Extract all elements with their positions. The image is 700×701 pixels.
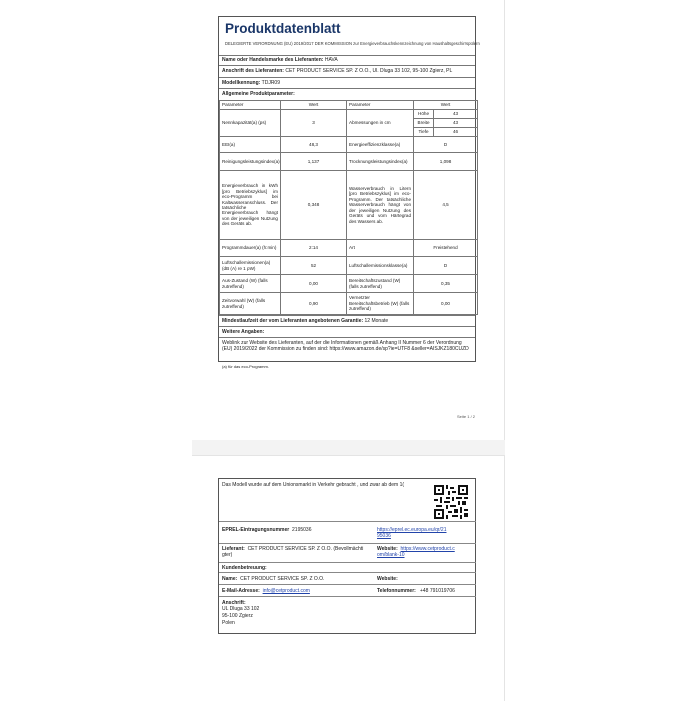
divider <box>219 543 476 544</box>
networked-standby-value: 0,00 <box>414 293 478 315</box>
water-consumption-value: 4,5 <box>414 171 478 240</box>
table-row <box>220 257 478 275</box>
table-row <box>220 110 478 119</box>
page-gap <box>192 440 505 455</box>
header-wert: Wert <box>281 101 347 110</box>
divider <box>219 584 476 585</box>
supplier-label: Lieferant: <box>222 546 245 552</box>
delay-start-value: 0,90 <box>281 293 347 315</box>
eprel-link[interactable]: https://eprel.ec.europa.eu/qr/21 <box>377 527 447 533</box>
general-params-label: Allgemeine Produktparameter: <box>222 91 295 97</box>
networked-standby-label: Vernetzter Bereitschaftsbetrieb (W) (falls zutreffend) <box>347 293 414 315</box>
more-info-text-row <box>219 337 475 363</box>
cleaning-index-value: 1,137 <box>281 153 347 171</box>
eprel-number: 2195036 <box>292 527 312 533</box>
drying-index-label: Trocknungsleistungsindex(a) <box>347 153 414 171</box>
contact-website-label: Website: <box>377 576 398 582</box>
supplier-value: CET PRODUCT SERVICE SP. Z O.O. (Bevollmächti <box>247 546 364 552</box>
website-link[interactable]: https://www.cetproduct.c <box>400 546 455 552</box>
dimensions-label: Abmessungen in cm <box>347 110 414 137</box>
phone-label: Telefonnummer: <box>377 588 416 594</box>
more-info-label: Weitere Angaben: <box>222 329 265 335</box>
address-label: Anschrift des Lieferanten: <box>222 68 284 74</box>
header-wert-right: Wert <box>414 101 478 110</box>
more-info-row <box>219 326 475 337</box>
capacity-value: 3 <box>281 110 347 137</box>
energy-consumption-label: Energieverbrauch in kWh [pro Betriebszyklus] im eco-Programm bei Kaltwasseranschluss. Der tatsächliche Energieverbrauch hängt von der jeweiligen Nutzung des Geräts ab. <box>220 171 281 240</box>
page-number: Seite 1 / 2 <box>457 414 476 419</box>
supplier-value-cont: gter) <box>222 552 233 558</box>
model-value: TDJR09 <box>261 80 280 86</box>
table-row <box>220 240 478 257</box>
email-link[interactable]: info@cetproduct.com <box>262 588 310 594</box>
type-value: Freistehend <box>414 240 478 257</box>
email-row <box>222 588 310 594</box>
capacity-label: Nennkapazität(a) (ps) <box>220 110 281 137</box>
support-label: Kundenbetreuung: <box>222 565 267 571</box>
footnote: (a) für das eco-Programm. <box>222 364 269 369</box>
height-value: 43 <box>434 110 478 119</box>
address-line: 95-100 Zgierz <box>222 613 253 619</box>
table-row <box>220 293 478 315</box>
contact-website-row <box>377 576 398 582</box>
program-duration-label: Programmdauer(a) (h:min) <box>220 240 281 257</box>
regulation-subtitle: DELEGIERTE VERORDNUNG (EU) 2019/2017 DER KOMMISSION zur Energieverbrauchskennzeichnung von Haushaltsgeschirrspülern <box>225 41 480 46</box>
type-label: Art <box>347 240 414 257</box>
phone-value: +48 791019706 <box>419 588 455 594</box>
postal-address-label: Anschrift: <box>222 600 246 606</box>
depth-value: 46 <box>434 128 478 137</box>
header-parameter: Parameter <box>220 101 281 110</box>
table-row <box>220 153 478 171</box>
efficiency-class-label: Energieeffizienzklasse(a) <box>347 137 414 153</box>
table-header-row <box>220 101 478 110</box>
drying-index-value: 1,098 <box>414 153 478 171</box>
standby-label: Bereitschaftszustand (W) (falls zutreffend) <box>347 275 414 293</box>
email-label: E-Mail-Adresse: <box>222 588 260 594</box>
contact-name-row <box>222 576 324 582</box>
table-row <box>220 275 478 293</box>
contact-name-label: Name: <box>222 576 238 582</box>
eprel-label: EPREL-Eintragungsnummer <box>222 527 290 533</box>
warranty-row <box>219 315 475 326</box>
depth-label: Tiefe <box>414 128 434 137</box>
address-row <box>219 65 475 77</box>
eprel-row <box>222 527 311 533</box>
noise-value: 52 <box>281 257 347 275</box>
off-mode-label: Aus-Zustand (W) (falls zutreffend) <box>220 275 281 293</box>
page-title: Produktdatenblatt <box>225 21 341 36</box>
brand-row <box>219 55 475 65</box>
divider <box>219 562 476 563</box>
table-row <box>220 171 478 240</box>
cleaning-index-label: Reinigungsleistungsindex(a) <box>220 153 281 171</box>
energy-consumption-value: 0,348 <box>281 171 347 240</box>
eei-value: 48,3 <box>281 137 347 153</box>
general-params-row <box>219 88 475 100</box>
noise-class-label: Luftschallemissionsklasse(a) <box>347 257 414 275</box>
parameter-table <box>219 100 478 315</box>
model-label: Modellkennung: <box>222 80 261 86</box>
divider <box>219 521 476 522</box>
support-heading <box>222 565 267 571</box>
warranty-label: Mindestlaufzeit der vom Lieferanten angebotenen Garantie: <box>222 318 364 324</box>
more-info-text: Weblink zur Website des Lieferanten, auf der die Informationen gemäß Anhang II Nummer 6 der Verordnung (EU) 2019/2022 der Kommission zu finden sind: https://www.amazon.de/sp?ie=UTF8 &seller=AISJKZ180CUZD <box>222 340 469 352</box>
qr-code[interactable] <box>434 485 468 519</box>
header-parameter-right: Parameter <box>347 101 414 110</box>
address-line: UL Dluga 33 102 <box>222 606 260 612</box>
noise-class-value: D <box>414 257 478 275</box>
website-link-cont[interactable]: om/blank-10 <box>377 552 405 558</box>
supplier-row <box>222 546 363 552</box>
phone-row <box>377 588 455 594</box>
height-label: Höhe <box>414 110 434 119</box>
contact-name-value: CET PRODUCT SERVICE SP. Z O.O. <box>240 576 325 582</box>
eprel-link-cont[interactable]: 95036 <box>377 533 391 539</box>
noise-label: Luftschallemissionen(a) (dB (A) re 1 pW) <box>220 257 281 275</box>
width-value: 43 <box>434 119 478 128</box>
eei-label: EEI(a) <box>220 137 281 153</box>
efficiency-class-value: D <box>414 137 478 153</box>
model-row <box>219 77 475 88</box>
table-row <box>220 137 478 153</box>
divider <box>219 572 476 573</box>
website-label: Website: <box>377 546 398 552</box>
water-consumption-label: Wasserverbrauch in Litern [pro Betriebszyklus] im eco-Programm. Der tatsächliche Wasserverbrauch hängt von der jeweiligen Nutzung des Geräts und vom Härtegrad des Wassers ab. <box>347 171 414 240</box>
off-mode-value: 0,00 <box>281 275 347 293</box>
address-value: CET PRODUCT SERVICE SP. Z O.O., Ul. Dluga 33 102, 95-100 Zgierz, PL <box>285 68 453 74</box>
standby-value: 0,35 <box>414 275 478 293</box>
brand-label: Name oder Handelsmarke des Lieferanten: <box>222 57 324 63</box>
warranty-value: 12 Monate <box>364 318 389 324</box>
delay-start-label: Zeitvorwahl (W) (falls zutreffend) <box>220 293 281 315</box>
address-line: Polen <box>222 620 235 626</box>
brand-value: HAVA <box>324 57 338 63</box>
width-label: Breite <box>414 119 434 128</box>
divider <box>219 596 476 597</box>
market-intro-text: Das Modell wurde auf dem Unionsmarkt in Verkehr gebracht , und zwar ab dem 1( <box>222 482 405 488</box>
datasheet-frame <box>218 16 480 362</box>
program-duration-value: 2:14 <box>281 240 347 257</box>
